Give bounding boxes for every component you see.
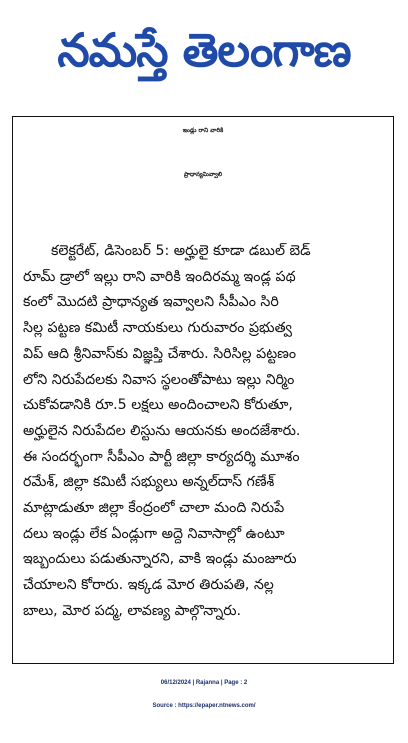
- body-line: మాట్లాడుతూ జిల్లా కేంద్రంలో చాలా మంది నిరుపే: [23, 500, 285, 517]
- body-line: దలు ఇండ్లు లేక ఏండ్లుగా అద్దె నివాసాల్లో ఉంటూ: [23, 525, 285, 542]
- body-line: బాలు, మోర పద్మ, లావణ్య పాల్గొన్నారు.: [23, 602, 242, 619]
- source-link[interactable]: Source : https://epaper.ntnews.com/: [152, 703, 256, 709]
- body-line: రూమ్ డ్రాలో ఇల్లు రాని వారికి ఇందిరమ్మ ఇండ్ల పథ: [23, 268, 296, 285]
- body-line: కంలో మొదటి ప్రాధాన్యత ఇవ్వాలని సీపీఎం సిరి: [23, 294, 279, 311]
- body-line: లోని నిరుపేదలకు నివాస స్థలంతోపాటు ఇల్లు నిర్మిం: [23, 371, 295, 388]
- body-line: విప్ ఆది శ్రీనివాస్‌కు విజ్ఞప్తి చేశారు. సిరిసిల్ల పట్టణం: [23, 345, 297, 362]
- body-line: చుకోవడానికి రూ.5 లక్షలు అందించాలని కోరుతూ,: [23, 397, 293, 414]
- body-line: ఈ సందర్భంగా సీపీఎం పార్టీ జిల్లా కార్యదర్శి మూశం: [23, 448, 300, 465]
- body-line: చేయాలని కోరారు. ఇక్కడ మోర తిరుపతి, నల్ల: [23, 577, 274, 594]
- body-line: అర్హులైన నిరుపేదల లిస్టును ఆయనకు అందజేశారు.: [23, 422, 301, 439]
- edition-info: 06/12/2024 | Rajanna | Page : 2: [160, 680, 248, 686]
- newspaper-title: నమస్తే తెలంగాణ: [57, 23, 351, 77]
- body-line: ఇబ్బందులు పడుతున్నారని, వాకి ఇండ్లు మంజూరు: [23, 551, 297, 568]
- article-box: [12, 116, 394, 664]
- article-body: [23, 239, 383, 625]
- headline-line-2: ప్రాధాన్యమివ్వాలి: [183, 172, 223, 178]
- masthead: [0, 0, 408, 100]
- body-line: కలెక్టరేట్, డిసెంబర్ 5: అర్హులై కూడా డబుల్ బెడ్: [51, 243, 311, 259]
- body-line: రమేశ్, జిల్లా కమిటీ సభ్యులు అన్నల్‌దాస్ గణేశ్: [23, 474, 275, 491]
- headline-line-1: ఇండ్లు రాని వారికి: [182, 127, 224, 134]
- body-line: సిల్ల పట్టణ కమిటీ నాయకులు గురువారం ప్రభుత్వ: [23, 320, 293, 337]
